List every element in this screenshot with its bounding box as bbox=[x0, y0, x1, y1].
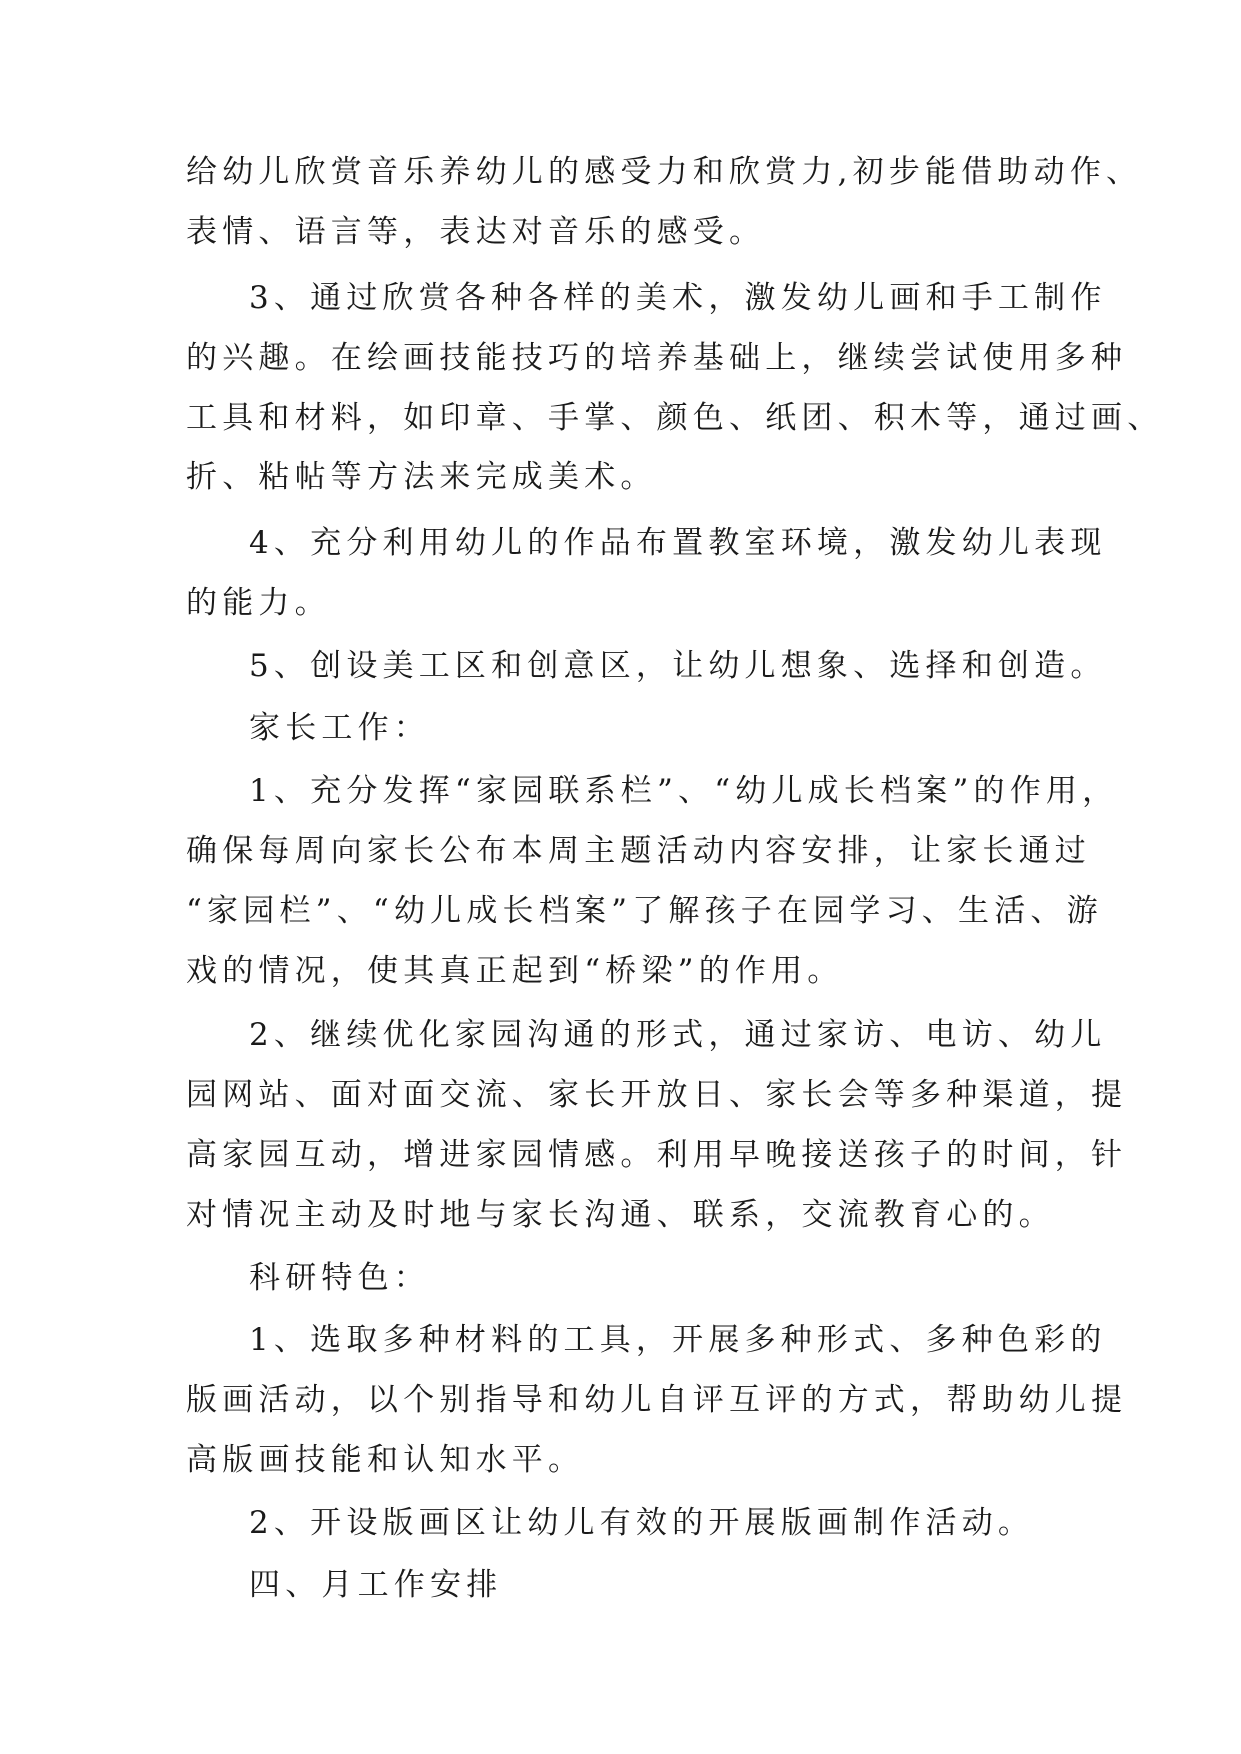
section-heading: 家长工作： bbox=[249, 710, 430, 746]
text-line: 的兴趣。在绘画技能技巧的培养基础上，继续尝试使用多种 bbox=[186, 340, 1128, 376]
section-heading: 科研特色： bbox=[249, 1260, 430, 1296]
text-line: 5、创设美工区和创意区，让幼儿想象、选择和创造。 bbox=[249, 648, 1107, 684]
text-line: 1、选取多种材料的工具，开展多种形式、多种色彩的 bbox=[249, 1322, 1107, 1358]
text-line: 表情、语言等，表达对音乐的感受。 bbox=[186, 214, 766, 250]
text-line: 3、通过欣赏各种各样的美术，激发幼儿画和手工制作 bbox=[249, 280, 1107, 316]
text-line: 1、充分发挥“家园联系栏”、“幼儿成长档案”的作用， bbox=[249, 773, 1119, 809]
text-line: 4、充分利用幼儿的作品布置教室环境，激发幼儿表现 bbox=[249, 525, 1107, 561]
text-line: 工具和材料，如印章、手掌、颜色、纸团、积木等，通过画、 bbox=[186, 400, 1164, 436]
text-line: 给幼儿欣赏音乐养幼儿的感受力和欣赏力,初步能借助动作、 bbox=[186, 154, 1143, 190]
text-line: 高版画技能和认知水平。 bbox=[186, 1442, 585, 1478]
text-line: 版画活动，以个别指导和幼儿自评互评的方式，帮助幼儿提 bbox=[186, 1382, 1128, 1418]
text-line: 对情况主动及时地与家长沟通、联系，交流教育心的。 bbox=[186, 1197, 1055, 1233]
text-line: “家园栏”、“幼儿成长档案”了解孩子在园学习、生活、游 bbox=[186, 893, 1103, 929]
text-line: 戏的情况，使其真正起到“桥梁”的作用。 bbox=[186, 953, 844, 989]
text-line: 折、粘帖等方法来完成美术。 bbox=[186, 459, 657, 495]
text-line: 2、继续优化家园沟通的形式，通过家访、电访、幼儿 bbox=[249, 1017, 1107, 1053]
text-line: 确保每周向家长公布本周主题活动内容安排，让家长通过 bbox=[186, 833, 1091, 869]
section-heading: 四、月工作安排 bbox=[249, 1567, 503, 1603]
text-line: 的能力。 bbox=[186, 585, 331, 621]
text-line: 高家园互动，增进家园情感。利用早晚接送孩子的时间，针 bbox=[186, 1137, 1128, 1173]
text-line: 2、开设版画区让幼儿有效的开展版画制作活动。 bbox=[249, 1505, 1035, 1541]
text-line: 园网站、面对面交流、家长开放日、家长会等多种渠道，提 bbox=[186, 1077, 1128, 1113]
